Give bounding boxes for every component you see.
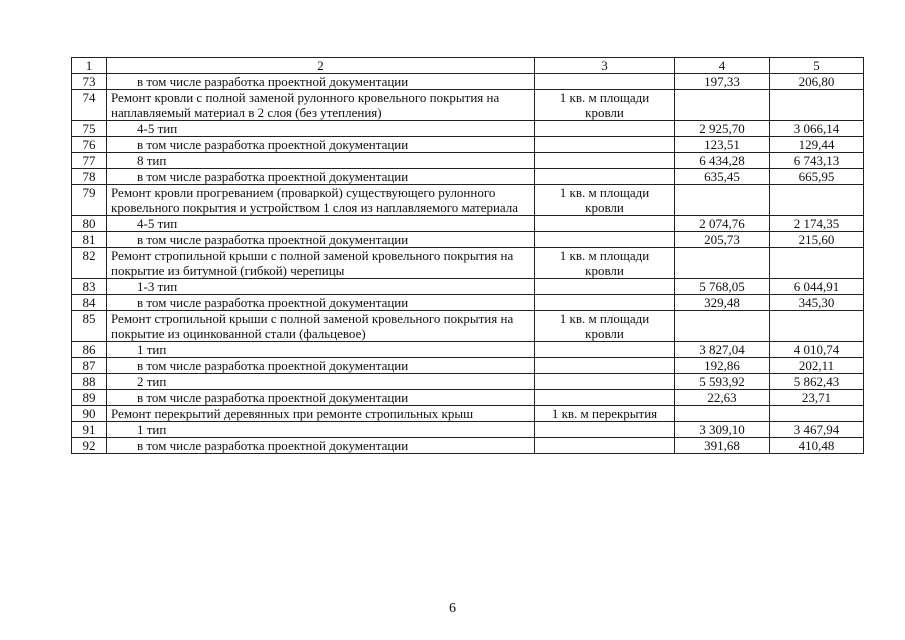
row-number: 92 [72,438,107,454]
row-value-col4: 192,86 [675,358,770,374]
header-col-5: 5 [770,58,864,74]
row-name: в том числе разработка проектной документации [107,358,535,374]
row-unit [535,438,675,454]
row-unit [535,216,675,232]
row-name: в том числе разработка проектной документации [107,137,535,153]
table-row [72,342,864,358]
row-unit: 1 кв. м площади кровли [535,248,675,279]
row-value-col4: 5 593,92 [675,374,770,390]
row-value-col5: 23,71 [770,390,864,406]
table-row [72,311,864,342]
row-unit: 1 кв. м перекрытия [535,406,675,422]
row-value-col5: 5 862,43 [770,374,864,390]
row-number: 91 [72,422,107,438]
row-name: 1 тип [107,342,535,358]
table-row [72,185,864,216]
row-number: 73 [72,74,107,90]
row-value-col5: 3 467,94 [770,422,864,438]
table-row [72,358,864,374]
row-number: 85 [72,311,107,342]
row-name: в том числе разработка проектной документации [107,74,535,90]
row-value-col5: 129,44 [770,137,864,153]
page-number: 6 [449,601,456,616]
table-row [72,422,864,438]
table-row [72,438,864,454]
table-row [72,216,864,232]
row-name: Ремонт стропильной крыши с полной заменой кровельного покрытия на покрытие из битумной (гибкой) черепицы [107,248,535,279]
row-unit [535,422,675,438]
row-value-col4 [675,311,770,342]
row-value-col4: 391,68 [675,438,770,454]
row-value-col5: 4 010,74 [770,342,864,358]
row-unit [535,137,675,153]
row-value-col5: 2 174,35 [770,216,864,232]
row-unit: 1 кв. м площади кровли [535,311,675,342]
row-number: 90 [72,406,107,422]
table-header-row [72,58,864,74]
row-name: 1 тип [107,422,535,438]
row-number: 86 [72,342,107,358]
row-unit [535,342,675,358]
row-value-col4: 205,73 [675,232,770,248]
row-value-col4: 2 074,76 [675,216,770,232]
table-row [72,295,864,311]
row-name: в том числе разработка проектной документации [107,390,535,406]
table-row [72,406,864,422]
row-name: Ремонт кровли прогреванием (проваркой) существующего рулонного кровельного покрытия и устройством 1 слоя из наплавляемого материала [107,185,535,216]
table-row [72,169,864,185]
row-unit [535,169,675,185]
row-value-col4 [675,90,770,121]
row-name: 8 тип [107,153,535,169]
row-name: в том числе разработка проектной документации [107,295,535,311]
row-value-col5 [770,185,864,216]
row-unit [535,279,675,295]
row-number: 89 [72,390,107,406]
table-row [72,279,864,295]
table-row [72,374,864,390]
row-number: 83 [72,279,107,295]
row-name: Ремонт кровли с полной заменой рулонного кровельного покрытия на наплавляемый материал в 2 слоя (без утепления) [107,90,535,121]
row-number: 75 [72,121,107,137]
row-value-col5: 215,60 [770,232,864,248]
header-col-2: 2 [107,58,535,74]
row-value-col4: 6 434,28 [675,153,770,169]
row-number: 84 [72,295,107,311]
row-value-col5 [770,406,864,422]
table-row [72,153,864,169]
row-number: 77 [72,153,107,169]
row-name: 4-5 тип [107,121,535,137]
header-col-4: 4 [675,58,770,74]
row-unit [535,295,675,311]
row-name: Ремонт перекрытий деревянных при ремонте стропильных крыш [107,406,535,422]
table-row [72,90,864,121]
row-unit [535,121,675,137]
row-name: Ремонт стропильной крыши с полной заменой кровельного покрытия на покрытие из оцинкованной стали (фальцевое) [107,311,535,342]
table-row [72,248,864,279]
row-number: 82 [72,248,107,279]
row-value-col5: 665,95 [770,169,864,185]
row-value-col5 [770,248,864,279]
row-number: 88 [72,374,107,390]
row-unit: 1 кв. м площади кровли [535,185,675,216]
row-value-col5: 345,30 [770,295,864,311]
row-value-col5: 206,80 [770,74,864,90]
row-value-col5: 3 066,14 [770,121,864,137]
row-unit [535,153,675,169]
row-value-col4: 635,45 [675,169,770,185]
table-row [72,232,864,248]
row-name: в том числе разработка проектной документации [107,169,535,185]
row-value-col4: 22,63 [675,390,770,406]
row-value-col5: 6 044,91 [770,279,864,295]
row-value-col5: 6 743,13 [770,153,864,169]
row-value-col4: 329,48 [675,295,770,311]
row-number: 79 [72,185,107,216]
table-row [72,390,864,406]
row-value-col4 [675,185,770,216]
table-row [72,121,864,137]
row-name: в том числе разработка проектной документации [107,232,535,248]
row-value-col5: 202,11 [770,358,864,374]
row-name: 2 тип [107,374,535,390]
row-value-col4: 197,33 [675,74,770,90]
row-unit [535,358,675,374]
row-value-col4: 3 827,04 [675,342,770,358]
row-value-col4: 123,51 [675,137,770,153]
table-body [72,74,864,454]
row-name: 4-5 тип [107,216,535,232]
header-col-1: 1 [72,58,107,74]
row-value-col4 [675,406,770,422]
row-unit: 1 кв. м площади кровли [535,90,675,121]
row-value-col5 [770,311,864,342]
header-col-3: 3 [535,58,675,74]
row-value-col4: 5 768,05 [675,279,770,295]
table-row [72,137,864,153]
row-name: 1-3 тип [107,279,535,295]
row-unit [535,390,675,406]
row-value-col5: 410,48 [770,438,864,454]
row-number: 80 [72,216,107,232]
row-number: 87 [72,358,107,374]
row-number: 74 [72,90,107,121]
row-value-col4 [675,248,770,279]
row-unit [535,232,675,248]
row-number: 76 [72,137,107,153]
row-name: в том числе разработка проектной документации [107,438,535,454]
price-table [71,57,864,454]
row-number: 78 [72,169,107,185]
row-unit [535,374,675,390]
row-value-col4: 3 309,10 [675,422,770,438]
row-value-col5 [770,90,864,121]
row-number: 81 [72,232,107,248]
row-value-col4: 2 925,70 [675,121,770,137]
table-row [72,74,864,90]
row-unit [535,74,675,90]
